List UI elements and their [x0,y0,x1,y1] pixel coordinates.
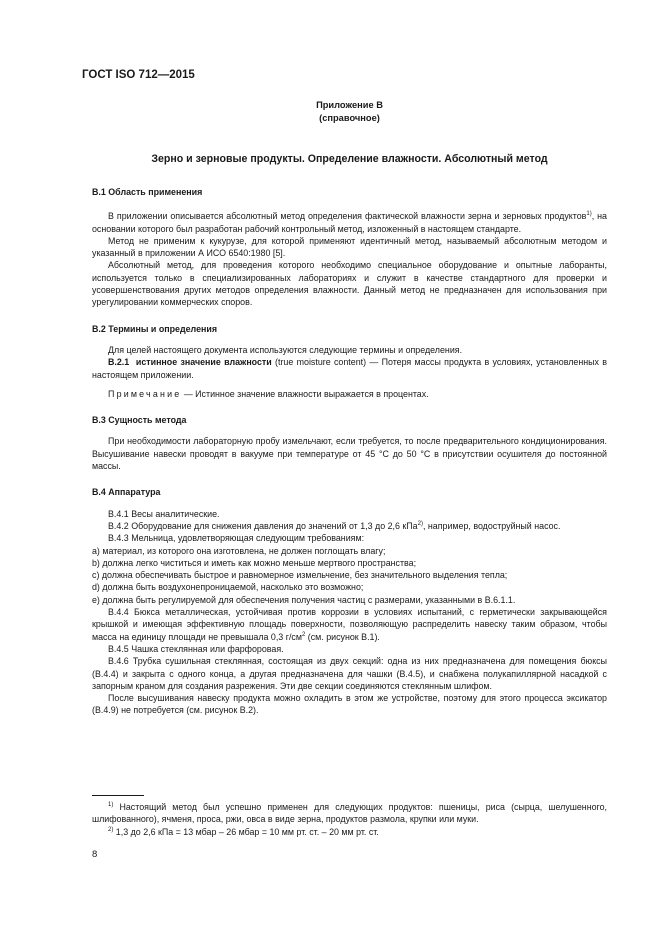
term-text: (true moisture content) — Потеря массы продукта в условиях, установленных в настоящем приложении. [92,357,608,380]
list-item: a) материал, из которого она изготовлена, не должен поглощать влагу; [92,545,386,556]
text-run: (см. рисунок В.1). [305,631,380,642]
term-definition [92,356,607,381]
section-heading-b2: В.2 Термины и определения [92,323,218,334]
text-run: , на основании которого был разработан рабочий контрольный метод, изложенный в настоящем стандарте. [92,211,607,234]
footnote-ref: 1) [586,211,592,218]
section-heading-b3: В.3 Сущность метода [92,415,187,426]
note-text: — Истинное значение влажности выражается в процентах. [181,388,429,399]
text-run: В.4.4 Бюкса металлическая, устойчивая против коррозии в условиях испытаний, с герметически закрывающейся крышкой и имеющая эффективную площадь поверхности, позволяющую распределить навеску таким образом, чтобы масса на единицу площади не превышала 0,3 г/см [92,607,607,642]
document-header-id: ГОСТ ISO 712—2015 [82,69,195,81]
paragraph: Для целей настоящего документа используются следующие термины и определения. [108,344,463,355]
paragraph: Абсолютный метод, для проведения которого необходимо специальное оборудование и опытные лаборанты, используется только в специализированных лабораториях и служит в качестве стандартного для проверки и усовершенствования других методов определения влажности. Данный метод не предназначен для использования при урегулировании коммерческих споров. [92,260,607,308]
clause [92,520,607,532]
footnotes [92,801,607,838]
text-run: , например, водоструйный насос. [422,520,561,531]
footnote-2 [92,826,607,838]
paragraph: После высушивания навеску продукта можно охладить в этом же устройстве, поэтому для этого процесса эксикатор (В.4.9) не потребуется (см. рисунок В.2). [92,693,607,716]
footnote-ref: 2) [417,520,423,527]
paragraph [92,210,607,235]
footnote-text: 1,3 до 2,6 кПа = 13 мбар – 26 мбар = 10 мм рт. ст. – 20 мм рт. ст. [113,826,379,837]
requirements-list [92,545,607,606]
annex-heading [92,99,607,125]
note [92,388,607,400]
clause: В.4.5 Чашка стеклянная или фарфоровая. [108,643,284,654]
section-heading-b1: В.1 Область применения [92,187,203,197]
term-name: истинное значение влажности [135,357,272,368]
list-item: e) должна быть регулируемой для обеспечения получения частиц с размерами, указанными в В.6.1.1. [92,594,516,605]
clause: В.4.6 Трубка сушильная стеклянная, состоящая из двух секций: одна из них предназначена для помещения бюксы (В.4.4) и закрыта с одного конца, а другая предназначена для чашки (В.4.5), и снабжена полукапиллярной насадкой с запорным краном для создания разрежения. Эти две секции соединяются стеклянным шлифом. [92,656,607,691]
page-number: 8 [92,849,98,860]
list-item: b) должна легко чиститься и иметь как можно меньше мертвого пространства; [92,557,417,568]
footnote-mark: 1) [108,802,114,809]
term-number: В.2.1 [108,357,130,368]
list-item: c) должна обеспечивать быстрое и равномерное измельчение, без значительного выделения тепла; [92,570,508,581]
section-heading-b4: В.4 Аппаратура [92,487,161,498]
annex-label: Приложение В [316,100,383,110]
paragraph: Метод не применим к кукурузе, для которой применяют идентичный метод, называемый абсолютным методом и указанный в приложении А ИСО 6540:1980 [5]. [92,235,607,259]
annex-title: Зерно и зерновые продукты. Определение влажности. Абсолютный метод [151,153,548,165]
footnote-1 [92,801,607,826]
clause [92,606,607,643]
superscript: 2 [301,631,306,638]
clause: В.4.1 Весы аналитические. [108,508,220,519]
footnote-divider [92,795,144,796]
footnote-text: Настоящий метод был успешно применен для следующих продуктов: пшеницы, риса (сырца, шелушенного, шлифованного), ячменя, проса, ржи, овса в виде зерна, продуктов размола, крупки или муки. [92,802,607,825]
annex-type: (справочное) [319,113,380,123]
text-run: В приложении описывается абсолютный метод определения фактической влажности зерна и зерновых продуктов [108,211,587,222]
paragraph: При необходимости лабораторную пробу измельчают, если требуется, то после предварительного кондиционирования. Высушивание навески проводят в вакууме при температуре от 45 °С до 50 °С в присутствии осушителя до постоянной массы. [92,436,607,472]
footnote-mark: 2) [108,826,114,833]
list-item: d) должна быть воздухонепроницаемой, насколько это возможно; [92,582,364,593]
clause: В.4.3 Мельница, удовлетворяющая следующим требованиям: [108,533,365,544]
text-run: В.4.2 Оборудование для снижения давления до значений от 1,3 до 2,6 кПа [108,520,418,531]
note-label: Примечание [108,388,182,399]
